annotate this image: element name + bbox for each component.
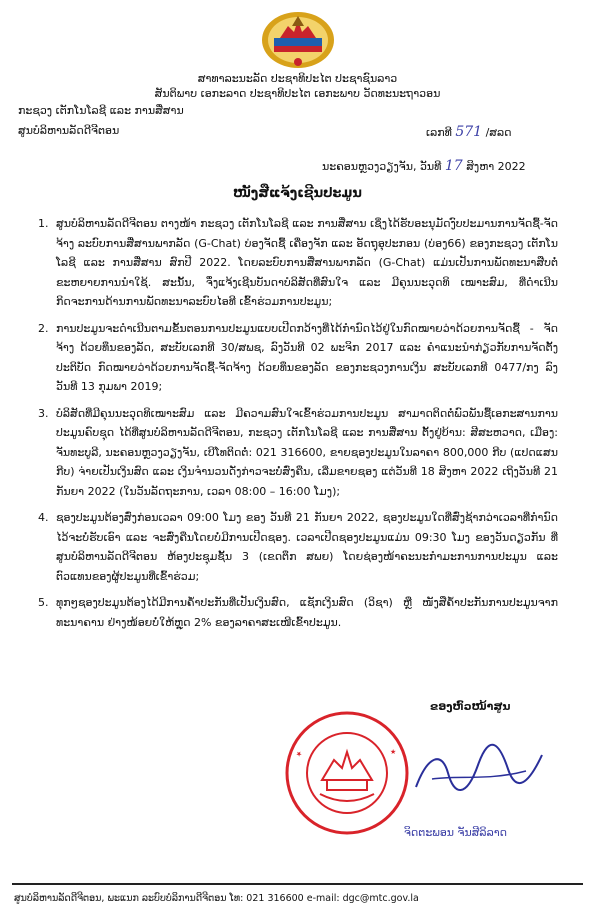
document-number [426,124,512,140]
item-number: 1. [38,217,49,230]
list-item [38,319,558,397]
notice-items [38,214,558,639]
item-text: ການປະມູນຈະດຳເນີນຕາມຂັ້ນຕອນການປະມູນແບບເປີດກວ້າງທີ່ໄດ້ກຳນົດໄວ້ຢູ່ໃນກົດໝາຍວ່າດ້ວຍການຈັດຊື້ - ຈັດຈ້າງ ດ້ວຍທຶນຂອງລັດ, ສະບັບເລກທີ 30/ສພຊ, ລົງວັນທີ 02 ພະຈິກ 2017 ແລະ ຄຳແນະນຳກ່ຽວກັບການຈັດຕັ້ງປະຕິບັດ ກົດໝາຍວ່າດ້ວຍການຈັດຊື້-ຈັດຈ້າງ ດ້ວຍທຶນຂອງລັດ ຂອງກະຊວງການເງິນ ສະບັບເລກທີ 0477/ກງ ລົງວັນທີ 13 ກຸມພາ 2019; [56,321,558,393]
svg-text:★: ★ [294,748,305,760]
footer-divider [12,883,583,885]
item-number: 4. [38,511,49,524]
item-text: ທຸກໆຊອງປະມູນຕ້ອງໄດ້ມີການຄ້ຳປະກັນທີ່ເປັນເງິນສົດ, ແຊັກເງິນສົດ (ວິຊາ) ຫຼື ໜັງສືຄ້ຳປະກັນການປະມູນຈາກທະນາຄານ ຢ່າງໜ້ອຍບໍ່ໃຫ້ຫຼຸດ 2% ຂອງລາຄາສະເໜີເຂົ້າປະມູນ. [56,596,558,629]
item-text: ສູນບໍລິຫານລັດດີຈີຕອນ ຕາງໜ້າ ກະຊວງ ເຕັກໂນໂລຊີ ແລະ ການສື່ສານ ເຊິ່ງໄດ້ຮັບອະນຸມັດງົບປະມານການຈັດຊື້-ຈັດຈ້າງ ລະບົບການສື່ສານພາກລັດ (G-Chat) ບ່ອງຈັດຊື້ ເຄື່ອງຈັກ ແລະ ອັດຖຸອຸປະກອນ (ບ່ອງ66) ຂອງກະຊວງ ເຕັກໂນໂລຊີ ແລະ ການສື່ສານ ສົກປີ 2022. ໂດຍລະບົບການສື່ສານພາກລັດ (G-Chat) ແມ່ນເປັນການພັດທະນາສືບຕໍ່ຂະຫຍາຍການນຳໃຊ້. ສະນັ້ນ, ຈຶ່ງແຈ້ງເຊີນບັນດາບໍລິສັດທີ່ສົນໃຈ ແລະ ມີຄຸນນະວຸດທິ ເໝາະສົມ, ທີ່ດຳເນີນກິດຈະການດ້ານການພັດທະນາລະບົບໄອທີ ເຂົ້າຮ່ວມການປະມູນ; [56,217,558,308]
document-number-label: ເລກທີ [426,126,452,139]
document-number-suffix: /ສລດ [485,126,512,139]
official-stamp-icon [282,708,412,838]
handwritten-signature-icon [408,735,548,805]
item-number: 2. [38,321,49,335]
list-item [38,593,558,632]
footer-contact: ສູນບໍລິຫານລັດດີຈີຕອນ, ພະແນກ ລະບົບບໍລິການດີຈີຕອນ ໂທ: 021 316600 e-mail: dgc@mtc.gov.la [14,893,419,904]
date-rest: ສິງຫາ 2022 [466,160,526,173]
item-number: 3. [38,406,49,420]
list-item [38,508,558,586]
signer-name: ຈິດຕະພອນ ຈັນສີລິລາດ [404,826,508,839]
svg-text:★: ★ [390,748,397,756]
header-line-1: ສາທາລະນະລັດ ປະຊາທິປະໄຕ ປະຊາຊົນລາວ [197,72,398,85]
page-title: ໜັງສືແຈ້ງເຊີນປະມູນ [233,186,362,201]
sender-center: ສູນບໍລິຫານລັດດີຈີຕອນ [18,124,120,137]
header-line-2: ສັນຕິພາບ ເອກະລາດ ປະຊາທິປະໄຕ ເອກະພາບ ວັດທະນະຖາວອນ [154,87,441,100]
date-day: 17 [444,158,463,174]
document-number-value: 571 [455,124,483,140]
document-date [322,158,526,174]
list-item [38,214,558,312]
list-item [38,404,558,502]
item-text: ຊອງປະມູນຕ້ອງສົ່ງກ່ອນເວລາ 09:00 ໂມງ ຂອງ ວັນທີ 21 ກັນຍາ 2022, ຊອງປະມູນໃດທີ່ສົ່ງຊ້າກວ່າເວລາທີ່ກຳນົດໄວ້ຈະບໍ່ຮັບເອົາ ແລະ ຈະສົ່ງຄືນໂດຍບໍ່ມີການເປີດຊອງ. ເວລາເປີດຊອງປະມູນແມ່ນ 09:30 ໂມງ ຂອງວັນດຽວກັນ ທີ່ສູນບໍລິຫານລັດດີຈີຕອນ ຫ້ອງປະຊຸມຊັ້ນ 3 (ເຂດຕຶກ ສພຍ) ໂດຍຊ່ອງໜ້າຄະນະກຳມະການການປະມູນ ແລະ ຕົວແທນຂອງຜູ້ປະມູນທີ່ເຂົ້າຮ່ວມ; [56,511,558,583]
item-text: ບໍລິສັດທີ່ມີຄຸນນະວຸດທິເໝາະສົມ ແລະ ມີຄວາມສົນໃຈເຂົ້າຮ່ວມການປະມູນ ສາມາດຕິດຕໍ່ພົວພັນຊື້ເອກະສານການປະມູນຄົບຊຸດ ໄດ້ທີ່ສູນບໍລິຫານລັດດີຈີຕອນ, ກະຊວງ ເຕັກໂນໂລຊີ ແລະ ການສື່ສານ ຕັ້ງຢູ່ບ້ານ: ສີສະຫວາດ, ເມືອງ: ຈັນທະບູລີ, ນະຄອນຫຼວງວຽງຈັນ, ເບີໂທຕິດຕໍ່: 021 316600, ຂາຍຊອງປະມູນໃນລາຄາ 800,000 ກີບ (ແປດແສນກີບ) ຈ່າຍເປັນເງິນສົດ ແລະ ເງິນຈຳນວນດັ່ງກ່າວຈະບໍ່ສົ່ງຄືນ, ເລີ່ມຂາຍຊອງ ແຕ່ວັນທີ 18 ສິງຫາ 2022 ເຖິງວັນທີ 21 ກັນຍາ 2022 (ໃນວັນລັດຖະການ, ເວລາ 08:00 – 16:00 ໂມງ); [56,406,558,498]
date-prefix: ນະຄອນຫຼວງວຽງຈັນ, ວັນທີ [322,160,442,173]
national-emblem-icon [258,8,338,70]
sender-ministry: ກະຊວງ ເຕັກໂນໂລຊີ ແລະ ການສື່ສານ [18,104,184,117]
signature-role: ຂອງຫົວໜ້າສູນ [430,700,511,713]
item-number: 5. [38,596,49,609]
